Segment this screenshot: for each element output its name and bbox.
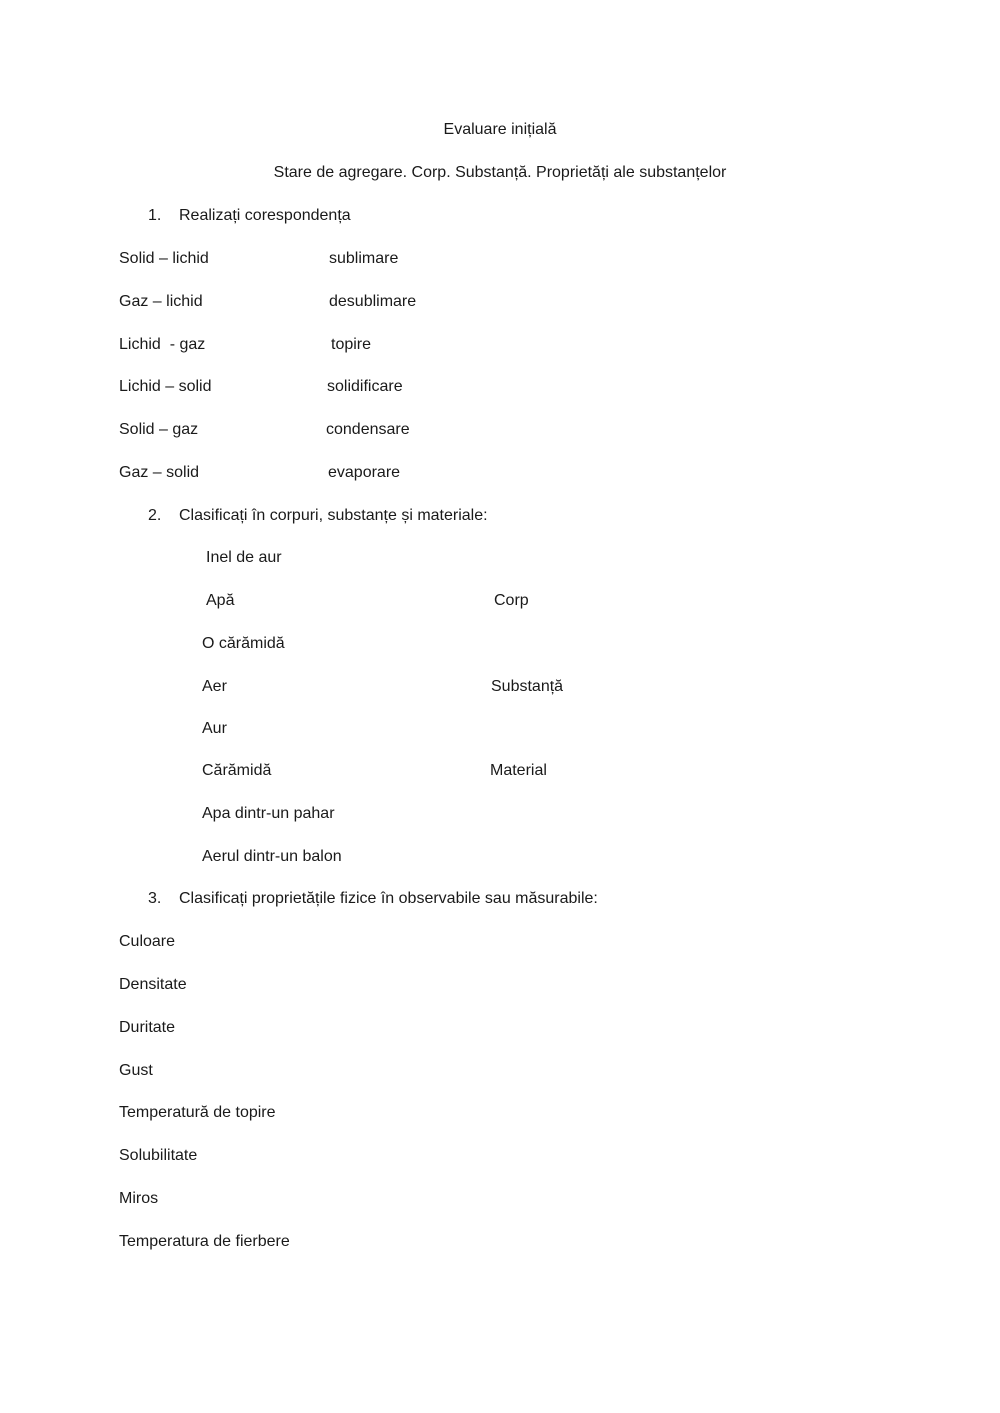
property-item: Duritate: [119, 1019, 176, 1036]
classify-item: Inel de aur: [206, 549, 282, 566]
transition-left: Solid – lichid: [119, 250, 209, 267]
question-3-number: 3.: [148, 890, 162, 907]
property-item: Solubilitate: [119, 1147, 198, 1164]
property-item: Temperatura de fierbere: [119, 1233, 290, 1250]
question-3-text: Clasificați proprietățile fizice în observabile sau măsurabile:: [179, 890, 598, 907]
classify-item: Apa dintr-un pahar: [202, 805, 335, 822]
classify-item: O cărămidă: [202, 635, 285, 652]
transition-left: Gaz – solid: [119, 464, 200, 481]
transition-right: condensare: [326, 421, 410, 438]
classify-item: Apă: [206, 592, 235, 609]
classify-item: Aerul dintr-un balon: [202, 848, 342, 865]
transition-left: Lichid – solid: [119, 378, 212, 395]
property-item: Culoare: [119, 933, 176, 950]
category-label: Material: [490, 762, 547, 779]
question-1-text: Realizați corespondența: [179, 207, 351, 224]
question-1-number: 1.: [148, 207, 162, 224]
property-item: Gust: [119, 1062, 153, 1079]
transition-right: desublimare: [329, 293, 417, 310]
category-label: Corp: [494, 592, 529, 609]
property-item: Densitate: [119, 976, 187, 993]
page-subtitle: Stare de agregare. Corp. Substanță. Proprietăți ale substanțelor: [273, 164, 727, 181]
page-title: Evaluare inițială: [443, 121, 557, 138]
transition-left: Lichid - gaz: [119, 336, 206, 353]
transition-left: Gaz – lichid: [119, 293, 203, 310]
transition-right: sublimare: [329, 250, 399, 267]
question-2-text: Clasificați în corpuri, substanțe și materiale:: [179, 507, 488, 524]
property-item: Miros: [119, 1190, 159, 1207]
transition-right: evaporare: [328, 464, 401, 481]
transition-right: topire: [331, 336, 372, 353]
property-item: Temperatură de topire: [119, 1104, 276, 1121]
category-label: Substanță: [491, 678, 564, 695]
classify-item: Cărămidă: [202, 762, 272, 779]
classify-item: Aur: [202, 720, 227, 737]
transition-right: solidificare: [327, 378, 403, 395]
question-2-number: 2.: [148, 507, 162, 524]
transition-left: Solid – gaz: [119, 421, 199, 438]
classify-item: Aer: [202, 678, 227, 695]
